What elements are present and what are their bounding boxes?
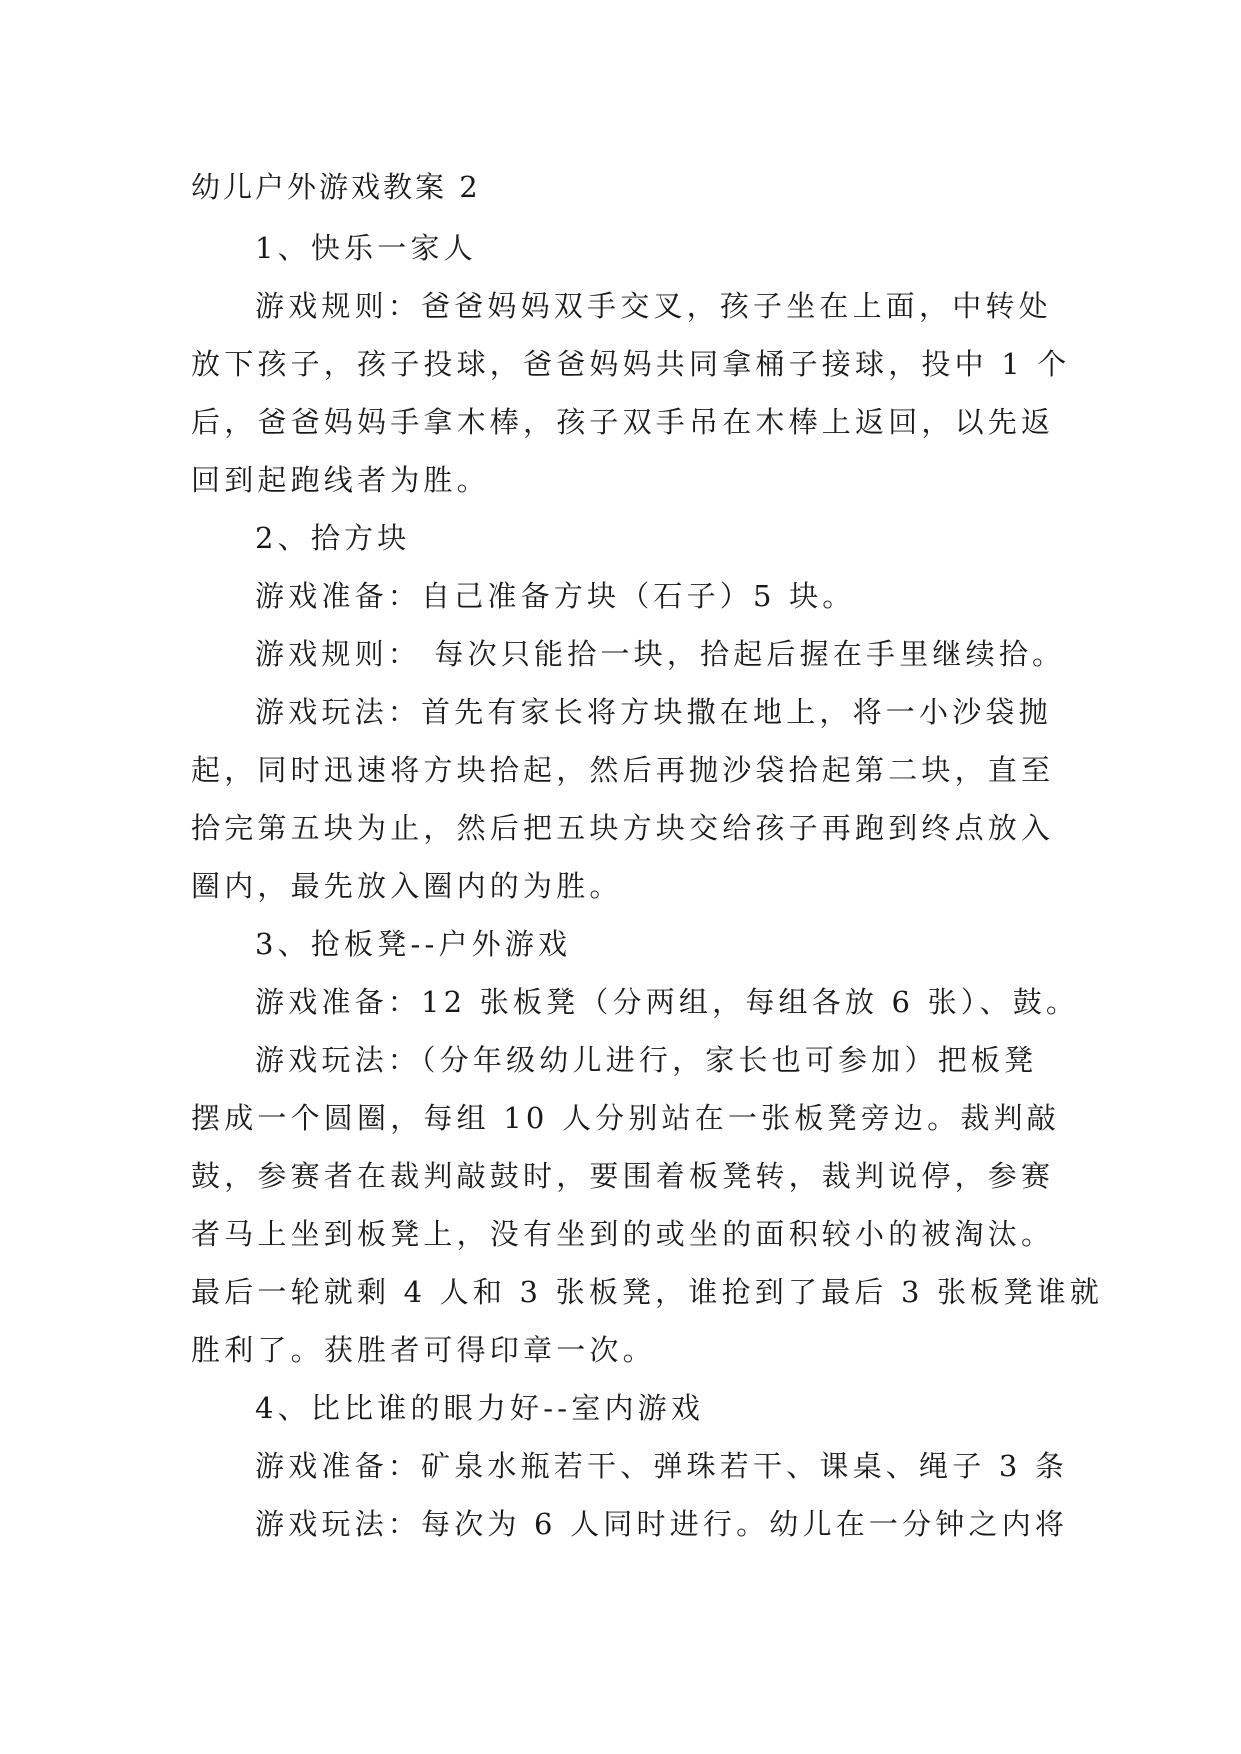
- paragraph-line: 起，同时迅速将方块拾起，然后再抛沙袋拾起第二块，直至: [191, 753, 1055, 787]
- heading-game-3: 3、抢板凳--户外游戏: [255, 927, 572, 961]
- paragraph-line: 者马上坐到板凳上，没有坐到的或坐的面积较小的被淘汰。: [191, 1217, 1055, 1251]
- paragraph-line: 游戏玩法：首先有家长将方块撒在地上，将一小沙袋抛: [255, 695, 1052, 729]
- paragraph-line: 回到起跑线者为胜。: [191, 463, 490, 497]
- paragraph-line: 摆成一个圆圈，每组 10 人分别站在一张板凳旁边。裁判敲: [191, 1101, 1060, 1135]
- paragraph-line: 后，爸爸妈妈手拿木棒，孩子双手吊在木棒上返回，以先返: [191, 405, 1055, 439]
- paragraph-line: 最后一轮就剩 4 人和 3 张板凳，谁抢到了最后 3 张板凳谁就: [191, 1275, 1104, 1309]
- paragraph-line: 胜利了。获胜者可得印章一次。: [191, 1333, 656, 1367]
- paragraph-line: 游戏玩法：每次为 6 人同时进行。幼儿在一分钟之内将: [255, 1507, 1069, 1541]
- paragraph-line: 放下孩子，孩子投球，爸爸妈妈共同拿桶子接球，投中 1 个: [191, 347, 1071, 381]
- paragraph-line: 鼓，参赛者在裁判敲鼓时，要围着板凳转，裁判说停，参赛: [191, 1159, 1055, 1193]
- paragraph-line: 游戏准备：12 张板凳（分两组，每组各放 6 张）、鼓。: [255, 985, 1080, 1019]
- paragraph-line: 游戏准备：自己准备方块（石子）5 块。: [255, 579, 856, 613]
- paragraph-line: 拾完第五块为止，然后把五块方块交给孩子再跑到终点放入: [191, 811, 1055, 845]
- heading-game-2: 2、拾方块: [255, 521, 411, 555]
- paragraph-line: 游戏准备：矿泉水瓶若干、弹珠若干、课桌、绳子 3 条: [255, 1449, 1069, 1483]
- paragraph-line: 圈内，最先放入圈内的为胜。: [191, 869, 623, 903]
- paragraph-line: 游戏规则：爸爸妈妈双手交叉，孩子坐在上面，中转处: [255, 289, 1052, 323]
- document-title: 幼儿户外游戏教案 2: [191, 170, 481, 204]
- paragraph-line: 游戏玩法：（分年级幼儿进行，家长也可参加）把板凳: [255, 1043, 1038, 1077]
- heading-game-1: 1、快乐一家人: [255, 231, 477, 265]
- heading-game-4: 4、比比谁的眼力好--室内游戏: [255, 1391, 705, 1425]
- paragraph-line: 游戏规则： 每次只能拾一块，拾起后握在手里继续拾。: [255, 637, 1066, 671]
